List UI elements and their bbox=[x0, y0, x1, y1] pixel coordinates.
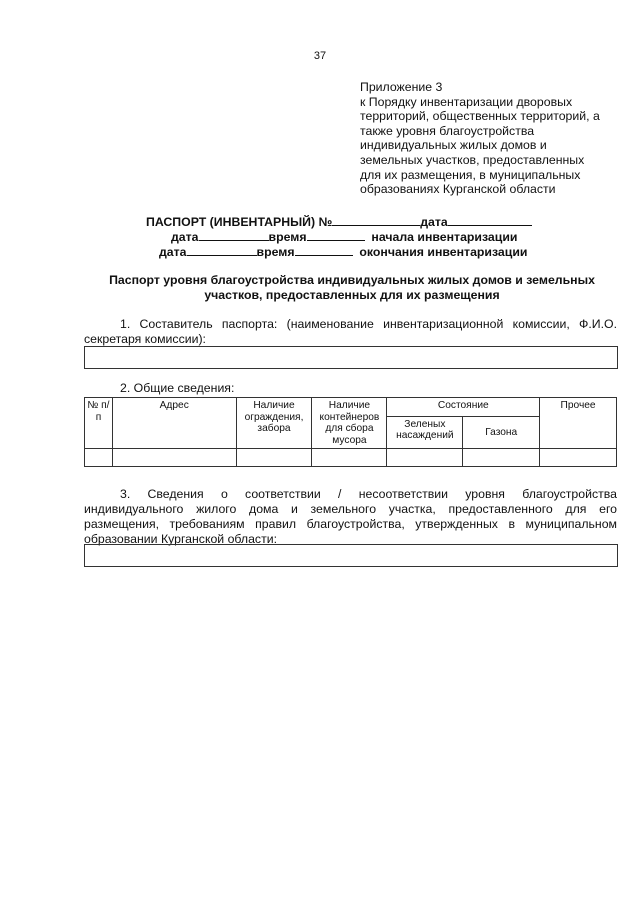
section-3-text: 3. Сведения о соответствии / несоответствии уровня благоустройства индивидуального жилого дома и земельного участка, предоставленного для его размещения, требованиям правил благоустройства, утвержденных в муниципальном образовании Курганской области: bbox=[84, 487, 617, 546]
end-date-blank bbox=[187, 244, 257, 256]
start-time-blank bbox=[307, 229, 365, 241]
date-blank bbox=[448, 214, 532, 226]
cell-address[interactable] bbox=[112, 449, 236, 467]
appendix-line: образованиях Курганской области bbox=[360, 182, 556, 197]
header-fence: Наличие ограждения, забора bbox=[236, 398, 312, 449]
header-other: Прочее bbox=[540, 398, 617, 449]
appendix-line: также уровня благоустройства bbox=[360, 123, 535, 138]
start-label: начала инвентаризации bbox=[371, 230, 518, 244]
appendix-note bbox=[360, 80, 620, 197]
appendix-line: Приложение 3 bbox=[360, 80, 443, 94]
start-date-blank bbox=[199, 229, 269, 241]
header-state: Состояние bbox=[387, 398, 540, 417]
date-word: дата bbox=[420, 215, 448, 229]
cell-lawn[interactable] bbox=[463, 449, 540, 467]
end-label: окончания инвентаризации bbox=[359, 245, 528, 259]
cell-green[interactable] bbox=[387, 449, 463, 467]
table-row bbox=[85, 449, 617, 467]
date-word: дата bbox=[159, 245, 187, 259]
document-subtitle: Паспорт уровня благоустройства индивидуальных жилых домов и земельных участков, предоставленных для их размещения bbox=[109, 273, 595, 302]
end-time-blank bbox=[295, 244, 353, 256]
date-word: дата bbox=[171, 230, 199, 244]
section-2-heading: 2. Общие сведения: bbox=[120, 381, 235, 395]
start-line bbox=[171, 229, 517, 245]
end-line bbox=[159, 244, 527, 260]
general-info-table bbox=[84, 397, 617, 467]
header-address: Адрес bbox=[112, 398, 236, 449]
section-1-text: 1. Составитель паспорта: (наименование инвентаризационной комиссии, Ф.И.О. секретаря комиссии): bbox=[84, 317, 617, 346]
cell-number[interactable] bbox=[85, 449, 113, 467]
appendix-line: земельных участков, предоставленных bbox=[360, 152, 585, 167]
passport-title-line bbox=[146, 214, 532, 230]
header-state-lawn: Газона bbox=[463, 416, 540, 448]
time-word: время bbox=[268, 230, 307, 244]
cell-containers[interactable] bbox=[312, 449, 387, 467]
header-number: № п/п bbox=[85, 398, 113, 449]
header-containers: Наличие контейнеров для сбора мусора bbox=[312, 398, 387, 449]
time-word: время bbox=[256, 245, 295, 259]
appendix-line: к Порядку инвентаризации дворовых bbox=[360, 94, 573, 109]
cell-fence[interactable] bbox=[236, 449, 312, 467]
appendix-line: территорий, общественных территорий, а bbox=[360, 109, 600, 124]
header-state-green: Зеленых насаждений bbox=[387, 416, 463, 448]
cell-other[interactable] bbox=[540, 449, 617, 467]
section-1-field[interactable] bbox=[84, 346, 618, 369]
appendix-line: индивидуальных жилых домов и bbox=[360, 138, 547, 153]
number-blank bbox=[332, 214, 420, 226]
passport-title: ПАСПОРТ (ИНВЕНТАРНЫЙ) № bbox=[146, 215, 333, 229]
appendix-line: для их размещения, в муниципальных bbox=[360, 167, 581, 182]
section-3-field[interactable] bbox=[84, 544, 618, 567]
page-number: 37 bbox=[313, 50, 327, 62]
